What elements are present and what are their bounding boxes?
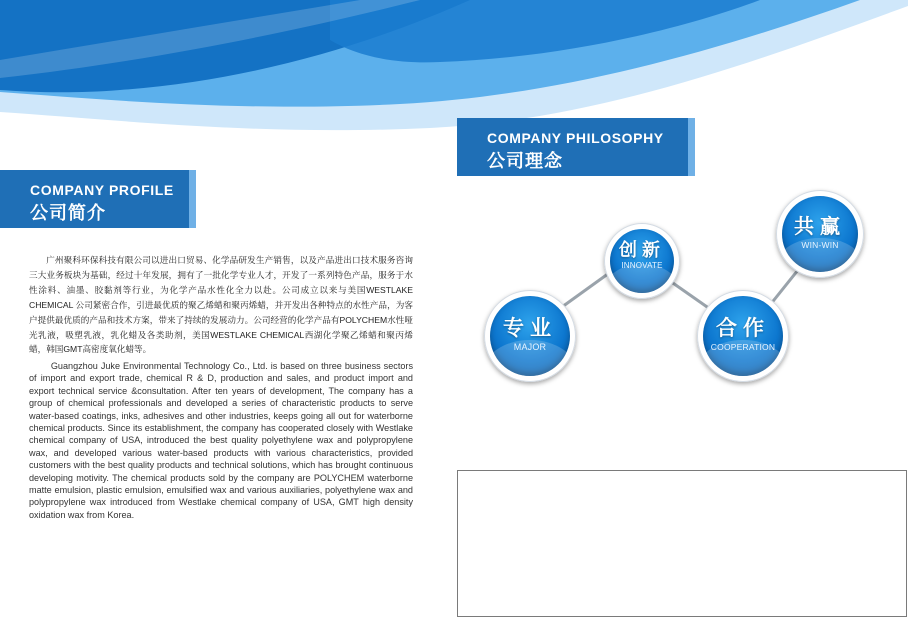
header-wave-decoration — [0, 0, 908, 160]
philosophy-title-en: COMPANY PHILOSOPHY — [487, 130, 664, 146]
philosophy-node-cooperation — [697, 290, 789, 382]
profile-paragraph-cn: 广州聚科环保科技有限公司以进出口贸易、化学品研发生产销售，以及产品进出口技术服务咨询三大业务板块为基础，经过十年发展，拥有了一批化学专业人才，开发了一系列特色产品，服务于水性涂料、油墨、胶黏剂等行业，为化学产品水性化全力以赴。公司成立以来与美国WESTLAKE CHEMICAL 公司紧密合作，引进最优质的聚乙烯蜡和聚丙烯蜡，并开发出各种特点的水性产品，为客户提供最优质的产品和技术方案，带来了持续的发展动力。公司经营的化学产品有POLYCHEM水性哑光乳液，吸塑乳液，乳化蜡及各类助剂，美国WESTLAKE CHEMICAL西湖化学聚乙烯蜡和聚丙烯蜡，韩国GMT高密度氧化蜡等。 — [29, 255, 413, 355]
company-philosophy-heading — [457, 118, 695, 176]
node-label-en: INNOVATE — [621, 261, 663, 270]
philosophy-title-cn: 公司理念 — [487, 151, 563, 171]
profile-title-en: COMPANY PROFILE — [30, 182, 174, 198]
node-label-en: COOPERATION — [710, 342, 776, 352]
heading-accent — [688, 118, 695, 176]
node-label-cn: 专业 — [503, 315, 557, 340]
node-label-en: WIN-WIN — [801, 240, 839, 250]
philosophy-node-innovate — [604, 223, 680, 299]
profile-title-cn: 公司简介 — [30, 203, 106, 223]
node-label-cn: 共赢 — [794, 214, 846, 238]
heading-accent — [189, 170, 196, 228]
philosophy-node-major — [484, 290, 576, 382]
node-label-en: MAJOR — [513, 342, 547, 352]
node-label-cn: 合作 — [716, 315, 770, 340]
empty-content-box — [457, 470, 907, 617]
profile-paragraph-en: Guangzhou Juke Environmental Technology Co., Ltd. is based on three business sectors of import and export trade, chemical R & D, production and sales, and product import and export technical service &consultation. After ten years of development, The company has a group of chemical professionals and developed a series of characteristic products to serve water-based coatings, inks, adhesives and other industries, keeps going all out for waterborne chemical products. Since its establishment, the company has cooperated closely with Westlake chemical company of USA, introduced the best quality polyethylene wax and polypropylene wax, and developed various water-based products with various characteristics, provided customers with the best quality products and technical solutions, which has brought continuous developing motivity. The chemical products sold by the company are POLYCHEM waterborne matte emulsion, plastic emulsion, emulsified wax and various auxiliaries, polyethylene wax and polypropylene wax introduced from Westlake chemical company of USA, GMT high density oxidation wax from Korea. — [29, 361, 413, 520]
philosophy-node-win-win — [776, 190, 864, 278]
company-profile-heading — [0, 170, 196, 228]
node-label-cn: 创新 — [619, 240, 665, 261]
